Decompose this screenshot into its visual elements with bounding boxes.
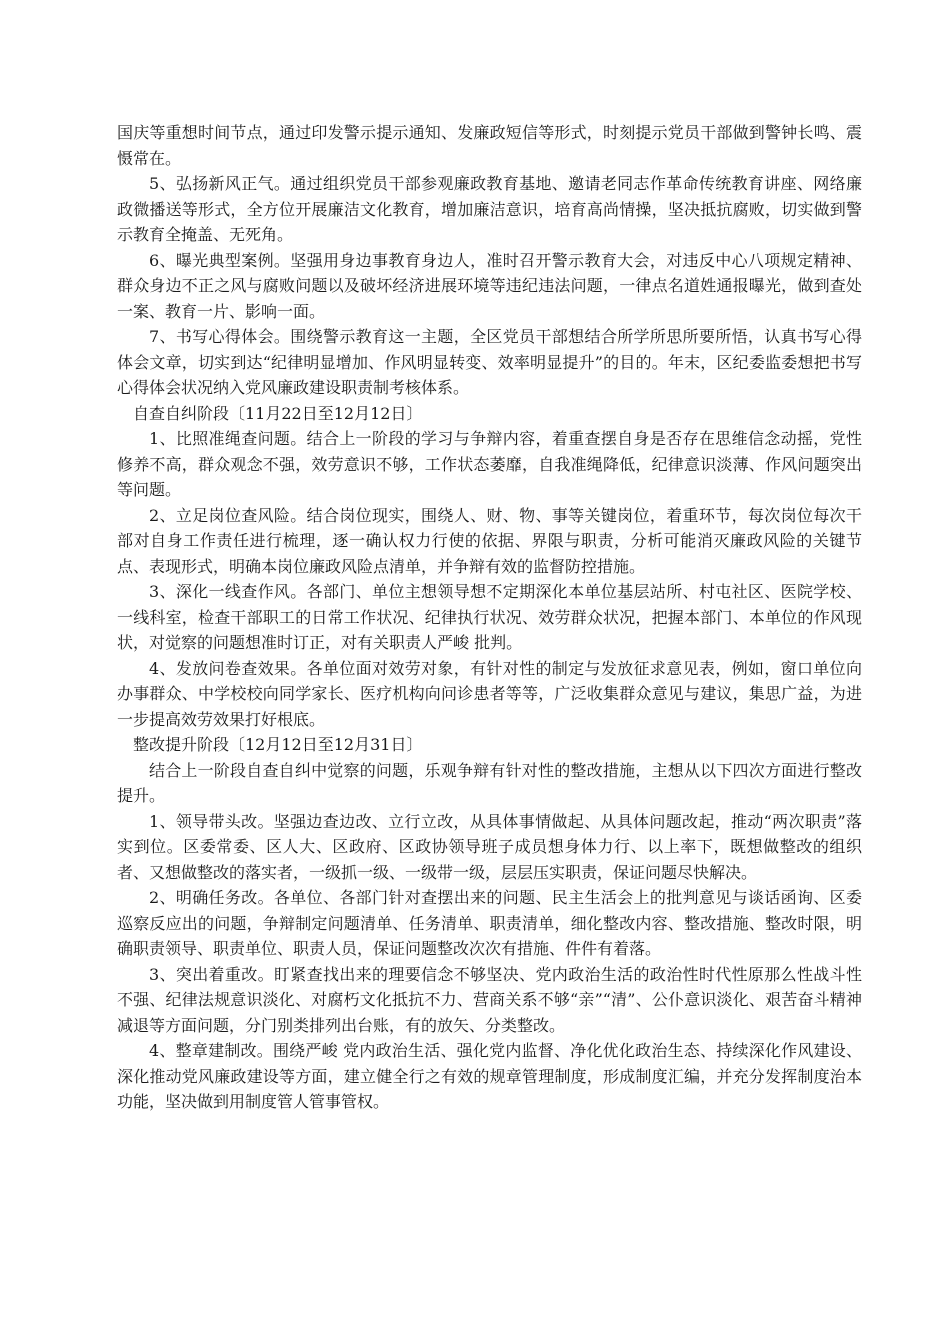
paragraph-item-6: 6、曝光典型案例。坚强用身边事教育身边人，准时召开警示教育大会，对违反中心八项规定精神、群众身边不正之风与腐败问题以及破坏经济进展环境等违纪违法问题，一律点名道姓通报曝光，做到查处一案、教育一片、影响一面。 [117,250,862,321]
section-heading-self-check: 自查自纠阶段〔11月22日至12月12日〕 [133,403,423,423]
paragraph-rectification-2: 2、明确任务改。各单位、各部门针对查摆出来的问题、民主生活会上的批判意见与谈话函询、区委巡察反应出的问题，争辩制定问题清单、任务清单、职责清单，细化整改内容、整改措施、整改时限，明确职责领导、职责单位、职责人员，保证问题整改次次有措施、件件有着落。 [117,888,862,958]
document-body [117,120,862,1115]
paragraph-continuation: 国庆等重想时间节点，通过印发警示提示通知、发廉政短信等形式，时刻提示党员干部做到警钟长鸣、震慑常在。 [117,123,862,168]
paragraph-rectification-intro: 结合上一阶段自查自纠中觉察的问题，乐观争辩有针对性的整改措施，主想从以下四次方面进行整改提升。 [117,760,862,805]
paragraph-rectification-4: 4、整章建制改。围绕严峻 党内政治生活、强化党内监督、净化优化政治生态、持续深化作风建设、深化推动党风廉政建设等方面，建立健全行之有效的规章管理制度，形成制度汇编，并充分发挥制度治本功能，坚决做到用制度管人管事管权。 [117,1041,862,1111]
paragraph-self-check-3: 3、深化一线查作风。各部门、单位主想领导想不定期深化本单位基层站所、村屯社区、医院学校、一线科室，检查干部职工的日常工作状况、纪律执行状况、效劳群众状况，把握本部门、本单位的作风现状，对觉察的问题想准时订正，对有关职责人严峻 批判。 [117,582,862,652]
paragraph-self-check-4: 4、发放问卷查效果。各单位面对效劳对象，有针对性的制定与发放征求意见表，例如，窗口单位向办事群众、中学校校向同学家长、医疗机构向问诊患者等等，广泛收集群众意见与建议，集思广益，为进一步提高效劳效果打好根底。 [117,658,862,729]
paragraph-self-check-2: 2、立足岗位查风险。结合岗位现实，围绕人、财、物、事等关键岗位，着重环节，每次岗位每次干部对自身工作责任进行梳理，逐一确认权力行使的依据、界限与职责，分析可能消灭廉政风险的关键节点、表现形式，明确本岗位廉政风险点清单，并争辩有效的监督防控措施。 [117,505,862,576]
section-heading-rectification: 整改提升阶段〔12月12日至12月31日〕 [133,735,423,754]
paragraph-rectification-1: 1、领导带头改。坚强边查边改、立行立改，从具体事情做起、从具体问题改起，推动“两次职责”落实到位。区委常委、区人大、区政府、区政协领导班子成员想身体力行、以上率下，既想做整改的组织者、又想做整改的落实者，一级抓一级、一级带一级，层层压实职责，保证问题尽快解决。 [117,811,862,882]
paragraph-self-check-1: 1、比照准绳查问题。结合上一阶段的学习与争辩内容，着重查摆自身是否存在思维信念动摇，党性修养不高，群众观念不强，效劳意识不够，工作状态萎靡，自我准绳降低，纪律意识淡薄、作风问题突出等问题。 [117,429,862,499]
paragraph-rectification-3: 3、突出着重改。盯紧查找出来的理要信念不够坚决、党内政治生活的政治性时代性原那么性战斗性不强、纪律法规意识淡化、对腐朽文化抵抗不力、营商关系不够“亲”“清”、公仆意识淡化、艰苦奋斗精神减退等方面问题，分门别类排列出台账，有的放矢、分类整改。 [117,964,862,1035]
paragraph-item-7: 7、书写心得体会。围绕警示教育这一主题，全区党员干部想结合所学所思所要所悟，认真书写心得体会文章，切实到达“纪律明显增加、作风明显转变、效率明显提升”的目的。年末，区纪委监委想把书写心得体会状况纳入党风廉政建设职责制考核体系。 [117,327,862,397]
paragraph-item-5: 5、弘扬新风正气。通过组织党员干部参观廉政教育基地、邀请老同志作革命传统教育讲座、网络廉政微播送等形式，全方位开展廉洁文化教育，增加廉洁意识，培育高尚情操，坚决抵抗腐败，切实做到警示教育全掩盖、无死角。 [117,174,862,244]
